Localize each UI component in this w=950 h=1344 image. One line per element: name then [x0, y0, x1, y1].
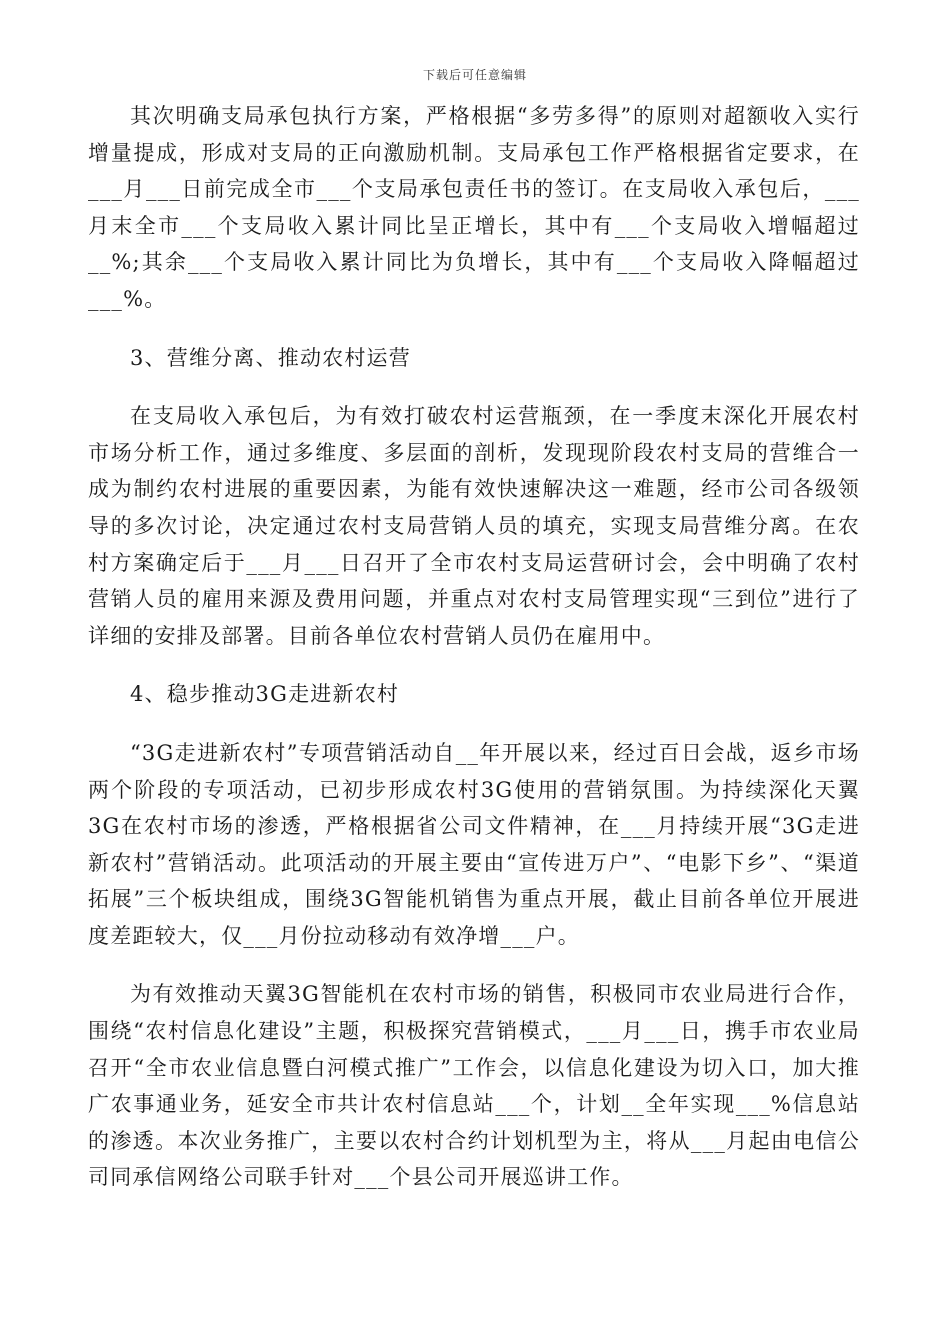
paragraph-contract-plan: 其次明确支局承包执行方案，严格根据“多劳多得”的原则对超额收入实行增量提成，形成对支局的正向激励机制。支局承包工作严格根据省定要求，在___月___日前完成全市___个支局承包责任书的签订。在支局收入承包后，___月末全市___个支局收入累计同比呈正增长，其中有___个支局收入增幅超过__%;其余___个支局收入累计同比为负增长，其中有___个支局收入降幅超过___%。 [88, 104, 860, 311]
paragraph-rural-operations: 在支局收入承包后，为有效打破农村运营瓶颈，在一季度末深化开展农村市场分析工作，通过多维度、多层面的剖析，发现现阶段农村支局的营维合一成为制约农村进展的重要因素，为能有效快速解决这一难题，经市公司各级领导的多次讨论，决定通过农村支局营销人员的填充，实现支局营维分离。在农村方案确定后于___月___日召开了全市农村支局运营研讨会，会中明确了农村营销人员的雇用来源及费用问题，并重点对农村支局管理实现“三到位”进行了详细的安排及部署。目前各单位农村营销人员仍在雇用中。 [88, 404, 860, 648]
paragraph-agriculture-cooperation: 为有效推动天翼3G智能机在农村市场的销售，积极同市农业局进行合作，围绕“农村信息化建设”主题，积极探究营销模式，___月___日，携手市农业局召开“全市农业信息暨白河模式推广”工作会，以信息化建设为切入口，加大推广农事通业务，延安全市共计农村信息站___个，计划__全年实现___%信息站的渗透。本次业务推广，主要以农村合约计划机型为主，将从___月起由电信公司同承信网络公司联手针对___个县公司开展巡讲工作。 [88, 982, 860, 1190]
section-heading-3: 3、营维分离、推动农村运营 [130, 345, 411, 370]
section-heading-4: 4、稳步推动3G走进新农村 [130, 682, 400, 707]
paragraph-3g-campaign: “3G走进新农村”专项营销活动自__年开展以来，经过百日会战，返乡市场两个阶段的专项活动，已初步形成农村3G使用的营销氛围。为持续深化天翼3G在农村市场的渗透，严格根据省公司文件精神，在___月持续开展“3G走进新农村”营销活动。此项活动的开展主要由“宣传进万户”、“电影下乡”、“渠道拓展”三个板块组成，围绕3G智能机销售为重点开展，截止目前各单位开展进度差距较大，仅___月份拉动移动有效净增___户。 [88, 740, 860, 948]
page-header: 下载后可任意编辑 [422, 68, 527, 82]
document-body [88, 98, 860, 1196]
